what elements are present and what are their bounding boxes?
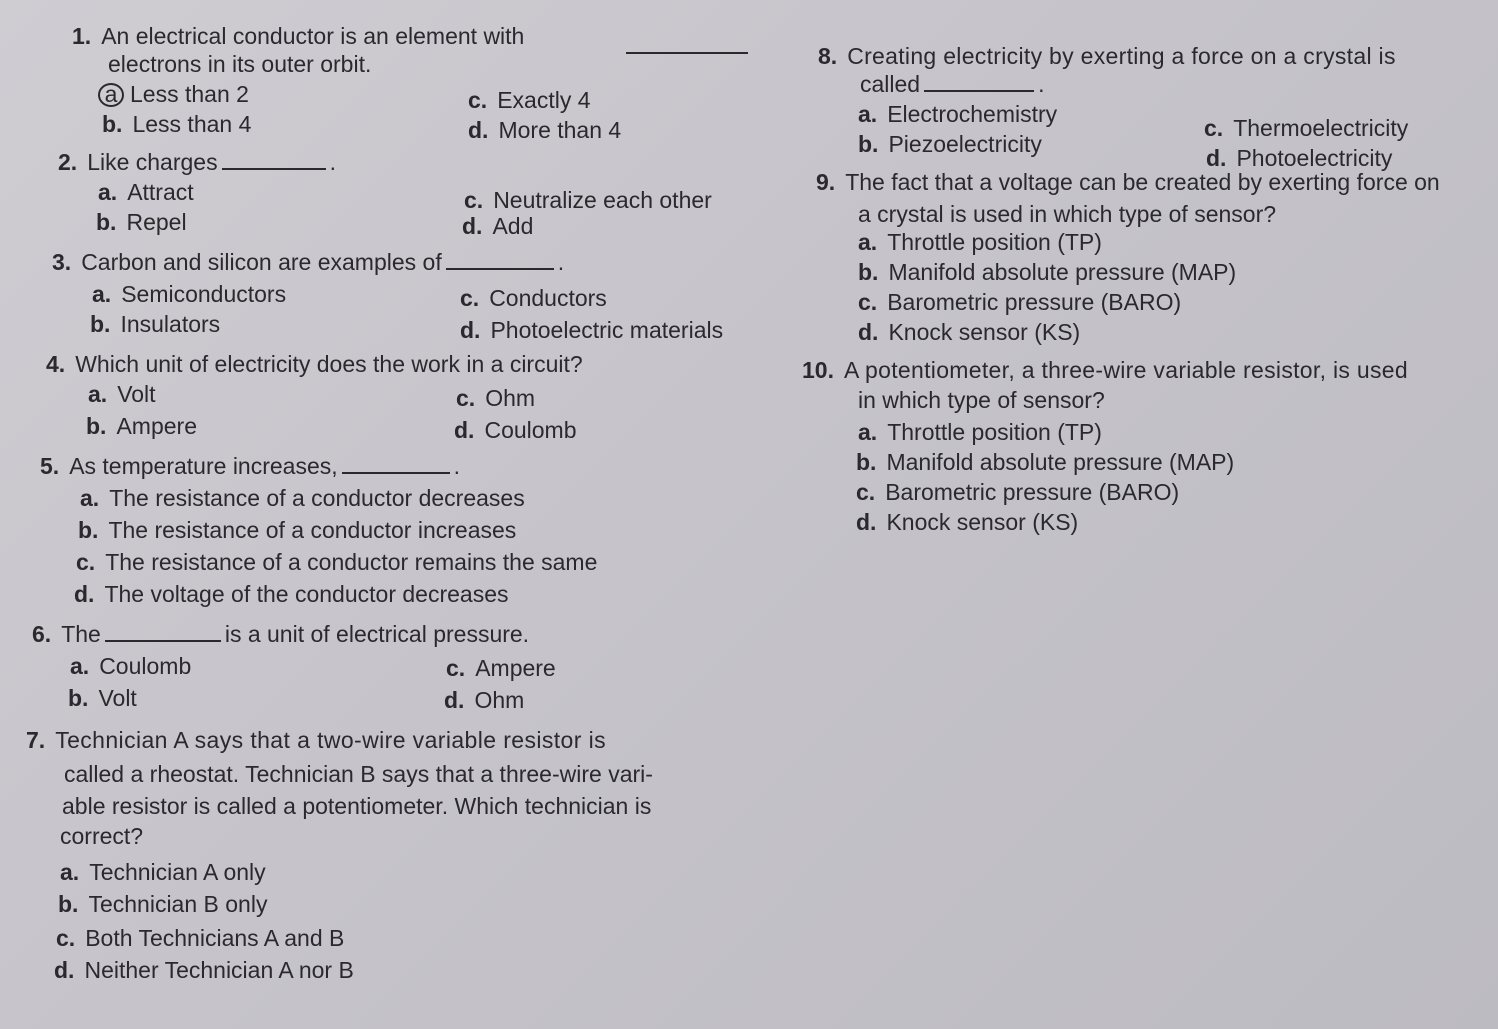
question-7-stem-line4: correct? (60, 823, 144, 849)
option-1a (98, 80, 249, 108)
option-1d: d. More than 4 (468, 117, 622, 143)
option-8b: b. Piezoelectricity (858, 131, 1042, 157)
question-8-stem-line1: 8. Creating electricity by exerting a force on a crystal is (818, 43, 1396, 69)
question-3-stem: 3. Carbon and silicon are examples of . (52, 249, 565, 275)
option-7b: b. Technician B only (58, 891, 268, 917)
option-6a: a. Coulomb (70, 653, 192, 679)
option-text: Less than 2 (130, 81, 249, 107)
option-1c: c. Exactly 4 (468, 87, 591, 113)
option-8a: a. Electrochemistry (858, 101, 1058, 127)
option-5a: a. The resistance of a conductor decreases (80, 485, 525, 511)
option-2d: d. Add (462, 213, 534, 239)
option-7a: a. Technician A only (60, 859, 266, 885)
option-9d: d. Knock sensor (KS) (858, 319, 1081, 345)
circled-answer-mark: a (98, 83, 124, 107)
answer-blank (446, 250, 554, 270)
option-3d: d. Photoelectric materials (460, 317, 724, 343)
option-8c: c. Thermoelectricity (1204, 115, 1409, 141)
answer-blank (924, 72, 1034, 92)
option-5c: c. The resistance of a conductor remains the same (76, 549, 598, 575)
question-9-stem-line2: a crystal is used in which type of sensor? (858, 201, 1277, 227)
option-6d: d. Ohm (444, 687, 525, 713)
option-3c: c. Conductors (460, 285, 607, 311)
question-6-stem: 6. The is a unit of electrical pressure. (32, 621, 530, 647)
option-10c: c. Barometric pressure (BARO) (856, 479, 1180, 505)
option-10a: a. Throttle position (TP) (858, 419, 1102, 445)
question-7-stem-line3: able resistor is called a potentiometer. Which technician is (62, 793, 652, 819)
option-9a: a. Throttle position (TP) (858, 229, 1102, 255)
question-7-stem-line2: called a rheostat. Technician B says that a three-wire vari- (64, 761, 653, 787)
option-4a: a. Volt (88, 381, 156, 407)
question-5-stem: 5. As temperature increases, . (40, 453, 461, 479)
question-9-stem-line1: 9. The fact that a voltage can be created by exerting force on (816, 169, 1440, 195)
option-10b: b. Manifold absolute pressure (MAP) (856, 449, 1235, 475)
question-7-stem-line1: 7. Technician A says that a two-wire variable resistor is (26, 727, 607, 753)
option-9c: c. Barometric pressure (BARO) (858, 289, 1182, 315)
option-2a: a. Attract (98, 179, 194, 205)
question-1-stem (72, 22, 524, 50)
question-text: electrons in its outer orbit. (108, 51, 372, 77)
option-10d: d. Knock sensor (KS) (856, 509, 1079, 535)
option-1b: b. Less than 4 (102, 111, 252, 137)
question-8-stem-line2: called . (860, 71, 1045, 97)
option-7d: d. Neither Technician A nor B (54, 957, 354, 983)
option-4d: d. Coulomb (454, 417, 577, 443)
option-5b: b. The resistance of a conductor increases (78, 517, 517, 543)
question-10-stem-line2: in which type of sensor? (858, 387, 1105, 413)
question-4-stem: 4. Which unit of electricity does the work in a circuit? (46, 351, 583, 377)
option-6b: b. Volt (68, 685, 137, 711)
option-2c: c. Neutralize each other (464, 187, 712, 213)
option-3b: b. Insulators (90, 311, 221, 337)
answer-blank (105, 622, 221, 642)
answer-blank (342, 454, 450, 474)
option-3a: a. Semiconductors (92, 281, 287, 307)
option-7c: c. Both Technicians A and B (56, 925, 345, 951)
question-2-stem: 2. Like charges . (58, 149, 336, 175)
option-6c: c. Ampere (446, 655, 556, 681)
option-4b: b. Ampere (86, 413, 197, 439)
question-10-stem-line1: 10. A potentiometer, a three-wire variable resistor, is used (802, 357, 1408, 383)
option-2b: b. Repel (96, 209, 187, 235)
option-5d: d. The voltage of the conductor decreases (74, 581, 509, 607)
answer-blank (222, 150, 326, 170)
option-9b: b. Manifold absolute pressure (MAP) (858, 259, 1237, 285)
option-4c: c. Ohm (456, 385, 536, 411)
option-8d: d. Photoelectricity (1206, 145, 1393, 171)
answer-blank (626, 34, 748, 54)
question-text: An electrical conductor is an element with (101, 23, 525, 49)
question-number: 1. (72, 23, 92, 49)
